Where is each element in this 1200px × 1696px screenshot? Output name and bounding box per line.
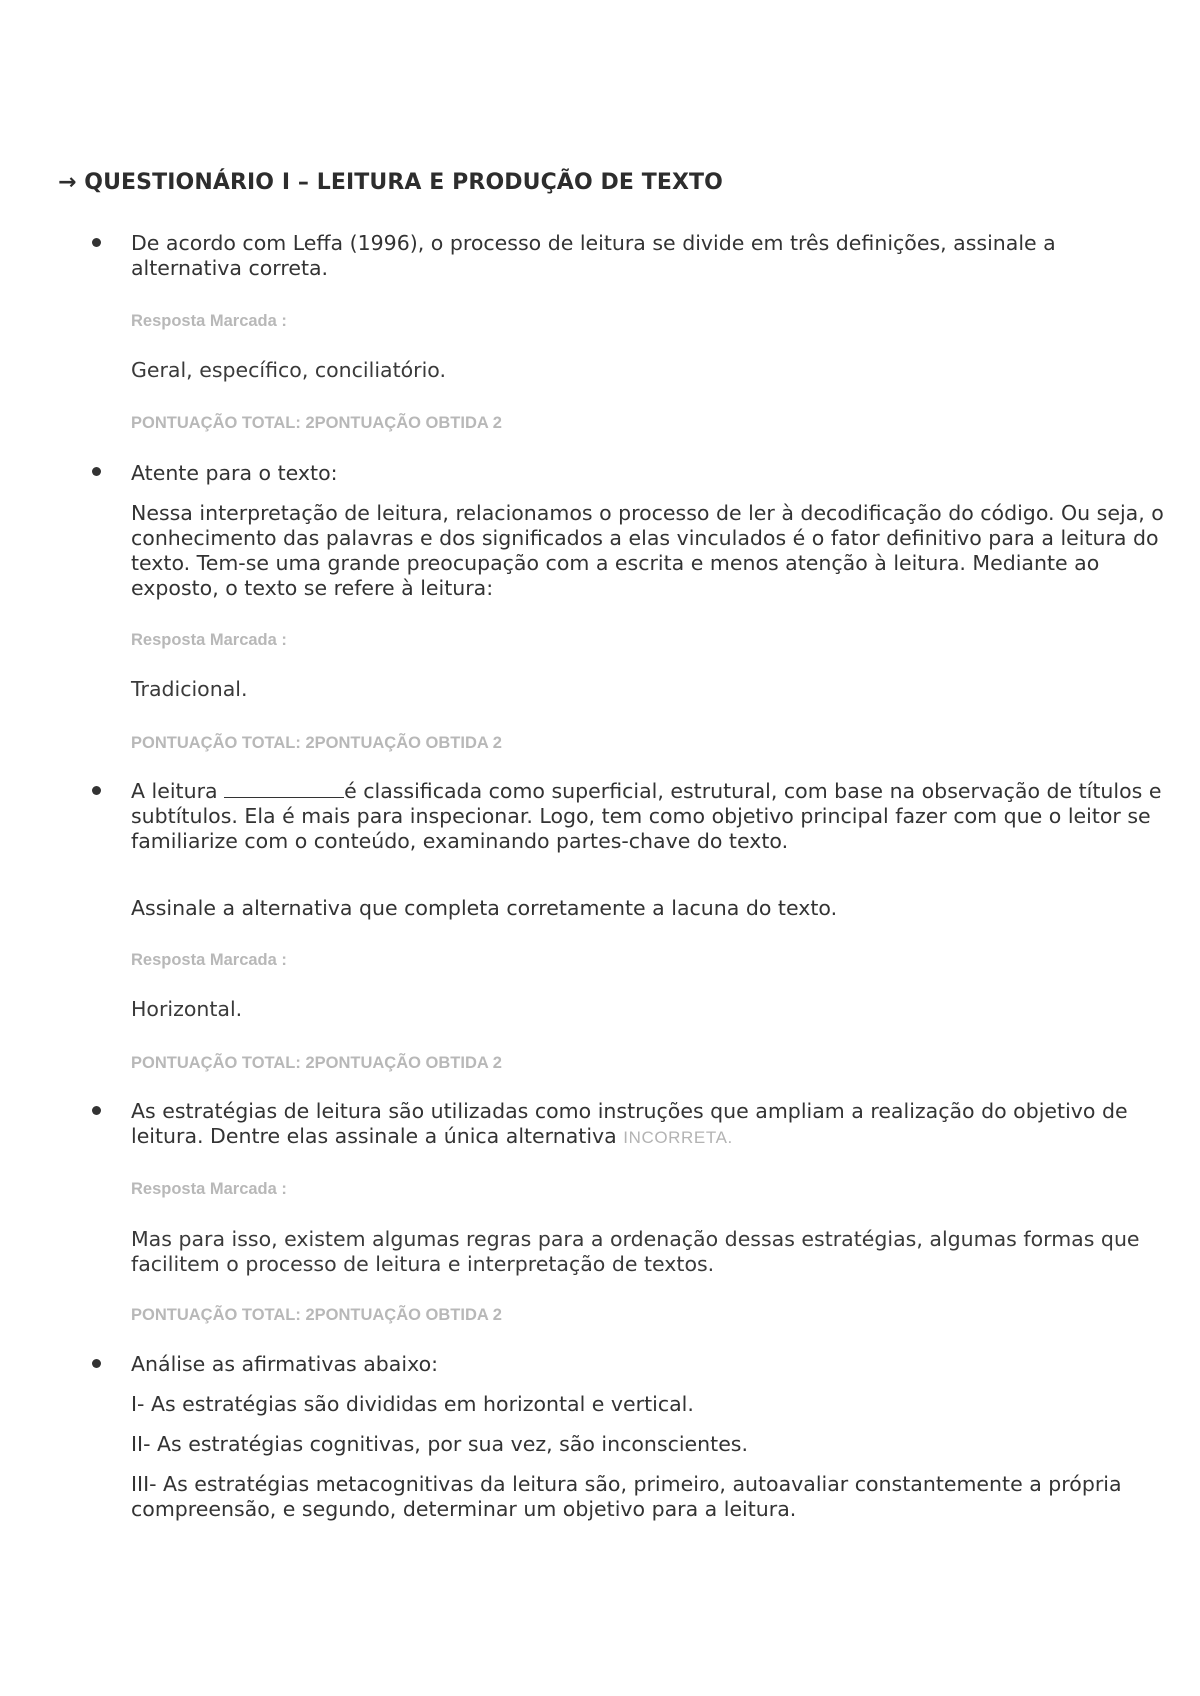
marked-answer: Horizontal.: [131, 997, 243, 1021]
statement-item: III- As estratégias metacognitivas da leitura são, primeiro, autoavaliar constantemente a própria compreensão, e segundo, determinar um objetivo para a leitura.: [131, 1472, 1122, 1521]
question-text-start: A leitura: [131, 779, 225, 803]
incorrect-highlight: INCORRETA.: [623, 1128, 733, 1147]
score-line: PONTUAÇÃO TOTAL: 2PONTUAÇÃO OBTIDA 2: [131, 734, 502, 752]
bullet-icon: [92, 238, 101, 247]
question-text-main: As estratégias de leitura são utilizadas como instruções que ampliam a realização do objetivo de leitura. Dentre elas assinale a única alternativa: [131, 1099, 1128, 1148]
marked-answer: Tradicional.: [131, 677, 248, 701]
marked-answer: Geral, específico, conciliatório.: [131, 358, 446, 382]
question-text: Nessa interpretação de leitura, relacionamos o processo de ler à decodificação do código. Ou seja, o conhecimento das palavras e dos significados a elas vinculados é o fator definitivo para a leitura do texto. Tem-se uma grande preocupação com a escrita e menos atenção à leitura. Mediante ao exposto, o texto se refere à leitura:: [131, 501, 1164, 600]
question-text: De acordo com Leffa (1996), o processo de leitura se divide em três definições, assinale a alternativa correta.: [131, 231, 1056, 280]
page-title: → QUESTIONÁRIO I – LEITURA E PRODUÇÃO DE TEXTO: [58, 170, 723, 195]
question-text: [131, 1099, 1171, 1150]
question-intro: Atente para o texto:: [131, 461, 338, 485]
statement-item: II- As estratégias cognitivas, por sua vez, são inconscientes.: [131, 1432, 749, 1456]
statement-item: I- As estratégias são divididas em horizontal e vertical.: [131, 1392, 694, 1416]
score-line: PONTUAÇÃO TOTAL: 2PONTUAÇÃO OBTIDA 2: [131, 414, 502, 432]
bullet-icon: [92, 1106, 101, 1115]
bullet-icon: [92, 1359, 101, 1368]
answer-label: Resposta Marcada :: [131, 312, 287, 330]
score-line: PONTUAÇÃO TOTAL: 2PONTUAÇÃO OBTIDA 2: [131, 1054, 502, 1072]
question-intro: Análise as afirmativas abaixo:: [131, 1352, 439, 1376]
question-text-end: é classificada como superficial, estrutural, com base na observação de títulos e subtítulos. Ela é mais para inspecionar. Logo, tem como objetivo principal fazer com que o leitor se familiarize com o conteúdo, examinando partes-chave do texto.: [131, 779, 1162, 853]
question-text: [131, 779, 1171, 854]
answer-label: Resposta Marcada :: [131, 1180, 287, 1198]
answer-label: Resposta Marcada :: [131, 631, 287, 649]
score-line: PONTUAÇÃO TOTAL: 2PONTUAÇÃO OBTIDA 2: [131, 1306, 502, 1324]
answer-label: Resposta Marcada :: [131, 951, 287, 969]
question-instruction: Assinale a alternativa que completa corretamente a lacuna do texto.: [131, 896, 838, 920]
bullet-icon: [92, 786, 101, 795]
fill-in-blank: [224, 779, 344, 798]
bullet-icon: [92, 467, 101, 476]
marked-answer: Mas para isso, existem algumas regras para a ordenação dessas estratégias, algumas formas que facilitem o processo de leitura e interpretação de textos.: [131, 1227, 1140, 1276]
